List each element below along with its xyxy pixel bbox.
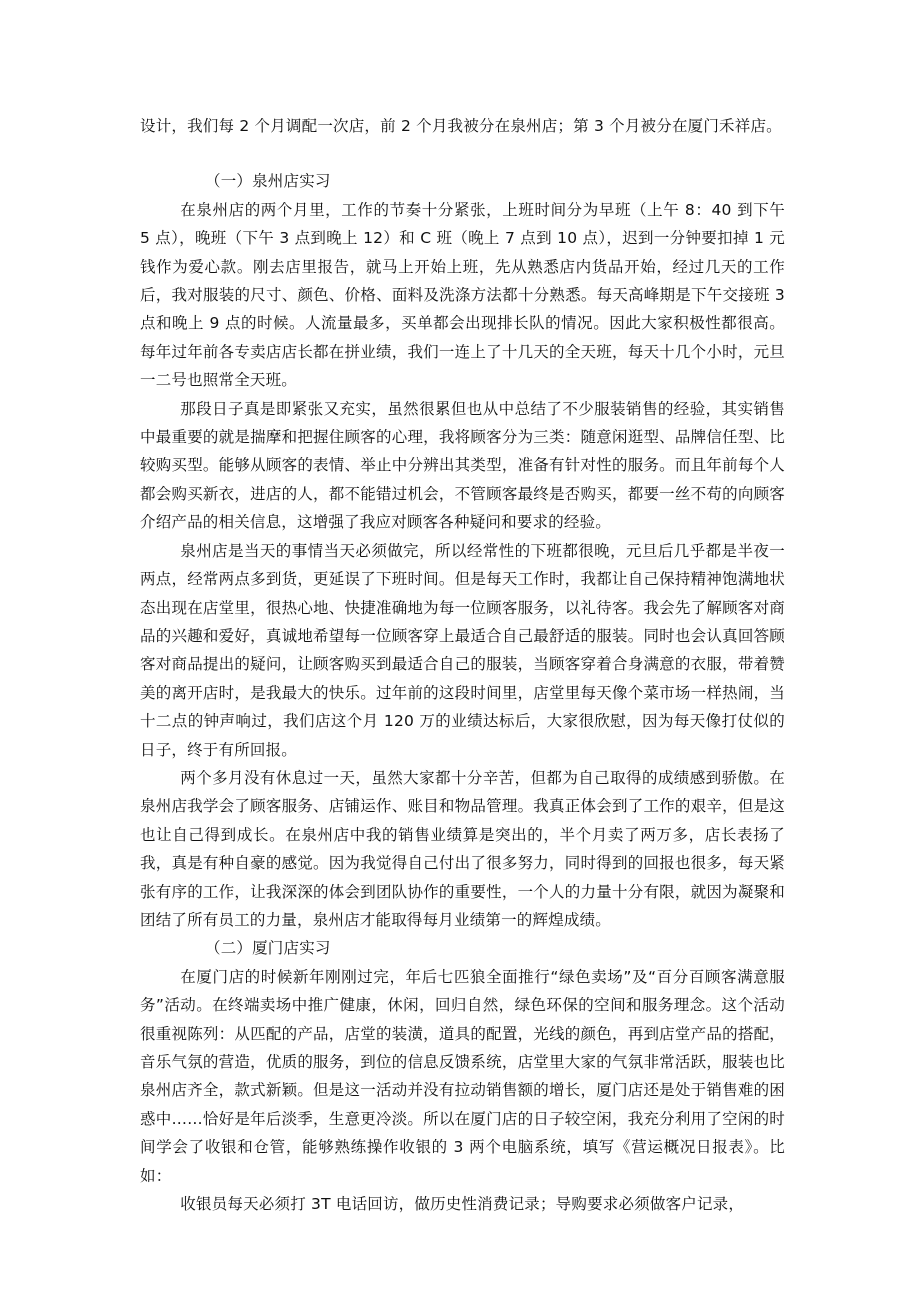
paragraph-quanzhou-experience: 那段日子真是即紧张又充实，虽然很累但也从中总结了不少服装销售的经验，其实销售中最重要的就是揣摩和把握住顾客的心理，我将顾客分为三类：随意闲逛型、品牌信任型、比较购买型。能够从顾客的表情、举止中分辨出其类型，准备有针对性的服务。而且年前每个人都会购买新衣，进店的人，都不能错过机会，不管顾客最终是否购买，都要一丝不苟的向顾客介绍产品的相关信息，这增强了我应对顾客各种疑问和要求的经验。: [140, 399, 785, 532]
paragraph-quanzhou-summary: 两个多月没有休息过一天，虽然大家都十分辛苦，但都为自己取得的成绩感到骄傲。在泉州店我学会了顾客服务、店铺运作、账目和物品管理。我真正体会到了工作的艰辛，但是这也让自己得到成长。在泉州店中我的销售业绩算是突出的，半个月卖了两万多，店长表扬了我，真是有种自豪的感觉。因为我觉得自己付出了很多努力，同时得到的回报也很多，每天紧张有序的工作，让我深深的体会到团队协作的重要性，一个人的力量十分有限，就因为凝聚和团结了所有员工的力量，泉州店才能取得每月业绩第一的辉煌成绩。: [140, 768, 785, 929]
paragraph-xiamen-activity: 在厦门店的时候新年刚刚过完，年后七匹狼全面推行“绿色卖场”及“百分百顾客满意服务”活动。在终端卖场中推广健康，休闲，回归自然，绿色环保的空间和服务理念。这个活动很重视陈列：从匹配的产品，店堂的装潢，道具的配置，光线的颜色，再到店堂产品的搭配，音乐气氛的营造，优质的服务，到位的信息反馈系统，店堂里大家的气氛非常活跃，服装也比泉州店齐全，款式新颖。但是这一活动并没有拉动销售额的增长，厦门店还是处于销售难的困惑中……恰好是年后淡季，生意更冷淡。所以在厦门店的日子较空闲，我充分利用了空闲的时间学会了收银和仓管，能够熟练操作收银的 3 两个电脑系统，填写《营运概况日报表》。比如：: [140, 967, 785, 1185]
paragraph-quanzhou-schedule: 在泉州店的两个月里，工作的节奏十分紧张，上班时间分为早班（上午 8：40 到下午 5 点），晚班（下午 3 点到晚上 12）和 C 班（晚上 7 点到 10 点），迟到一分钟要扣掉 1 元钱作为爱心款。刚去店里报告，就马上开始上班，先从熟悉店内货品开始，经过几天的工作后，我对服装的尺寸、颜色、价格、面料及洗涤方法都十分熟悉。每天高峰期是下午交接班 3 点和晚上 9 点的时候。人流量最多，买单都会出现排长队的情况。因此大家积极性都很高。每年过年前各专卖店店长都在拼业绩，我们一连上了十几天的全天班，每天十几个小时，元旦一二号也照常全天班。: [140, 200, 785, 390]
paragraph-intro-continuation: 设计，我们每 2 个月调配一次店，前 2 个月我被分在泉州店；第 3 个月被分在厦门禾祥店。: [140, 117, 782, 135]
section-heading-xiamen: （二）厦门店实习: [205, 939, 331, 958]
document-body: [140, 112, 785, 1218]
paragraph-quanzhou-service: 泉州店是当天的事情当天必须做完，所以经常性的下班都很晚，元旦后几乎都是半夜一两点，经常两点多到货，更延误了下班时间。但是每天工作时，我都让自己保持精神饱满地状态出现在店堂里，很热心地、快捷准确地为每一位顾客服务，以礼待客。我会先了解顾客对商品的兴趣和爱好，真诚地希望每一位顾客穿上最适合自己最舒适的服装。同时也会认真回答顾客对商品提出的疑问，让顾客购买到最适合自己的服装，当顾客穿着合身满意的衣服，带着赞美的离开店时，是我最大的快乐。过年前的这段时间里，店堂里每天像个菜市场一样热闹，当十二点的钟声响过，我们店这个月 120 万的业绩达标后，大家很欣慰，因为每天像打仗似的日子，终于有所回报。: [140, 541, 785, 759]
section-heading-quanzhou: （一）泉州店实习: [205, 172, 331, 191]
paragraph-xiamen-cashier: 收银员每天必须打 3T 电话回访，做历史性消费记录；导购要求必须做客户记录，: [180, 1195, 745, 1214]
